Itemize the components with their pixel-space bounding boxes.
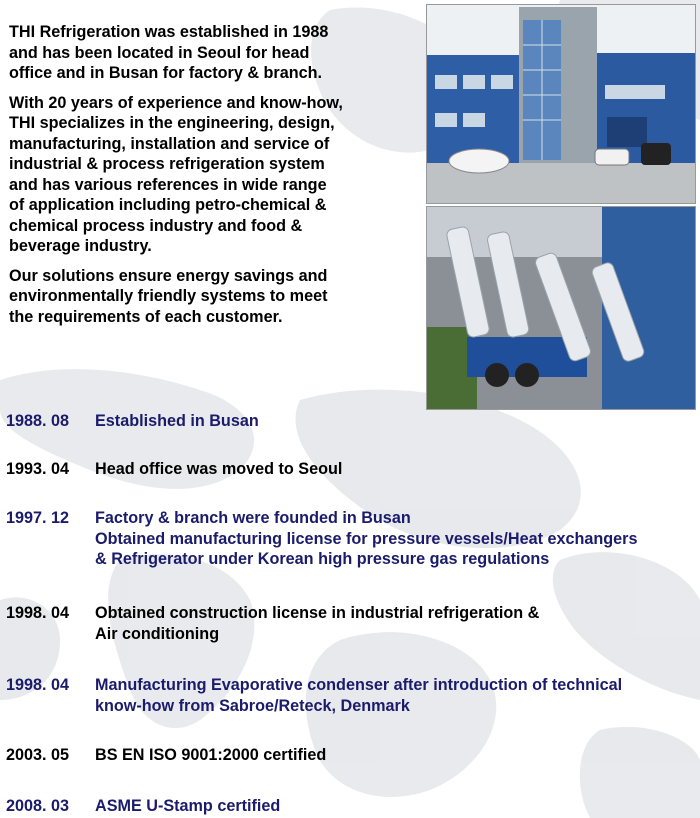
refrigeration-equipment-photo	[426, 206, 696, 410]
timeline-entry	[6, 508, 698, 570]
timeline-text: BS EN ISO 9001:2000 certified	[95, 746, 327, 764]
timeline-year: 1988. 08	[6, 412, 70, 430]
timeline-text: ASME U-Stamp certified	[95, 797, 281, 815]
timeline-year: 1993. 04	[6, 460, 70, 478]
timeline-year: 1997. 12	[6, 509, 70, 527]
timeline-entry	[6, 459, 698, 480]
timeline-year: 2008. 03	[6, 797, 70, 815]
timeline-year: 2003. 05	[6, 746, 70, 764]
timeline-entry	[6, 796, 698, 817]
intro-text	[9, 22, 414, 336]
office-building-photo	[426, 4, 696, 204]
timeline-entry	[6, 411, 698, 432]
timeline-text: Factory & branch were founded in Busan Obtained manufacturing license for pressure vessels/Heat exchangers & Refrigerator under Korean high pressure gas regulations	[95, 509, 638, 568]
timeline-text: Manufacturing Evaporative condenser after introduction of technical know-how from Sabroe/Reteck, Denmark	[95, 676, 623, 715]
timeline-text: Head office was moved to Seoul	[95, 460, 343, 478]
timeline-text: Obtained construction license in industrial refrigeration & Air conditioning	[95, 604, 540, 643]
timeline-entry	[6, 745, 698, 766]
timeline-year: 1998. 04	[6, 676, 70, 694]
intro-paragraph: With 20 years of experience and know-how, THI specializes in the engineering, design, manufacturing, installation and service of industrial & process refrigeration system and has various references in wide range of application including petro-chemical & chemical process industry and food & beverage industry.	[9, 93, 343, 255]
timeline-entry	[6, 675, 698, 716]
timeline-text: Established in Busan	[95, 412, 259, 430]
intro-paragraph: THI Refrigeration was established in 1988 and has been located in Seoul for head office and in Busan for factory & branch.	[9, 23, 329, 82]
timeline-entry	[6, 603, 698, 644]
timeline-year: 1998. 04	[6, 604, 70, 622]
intro-paragraph: Our solutions ensure energy savings and environmentally friendly systems to meet the requirements of each customer.	[9, 266, 328, 326]
